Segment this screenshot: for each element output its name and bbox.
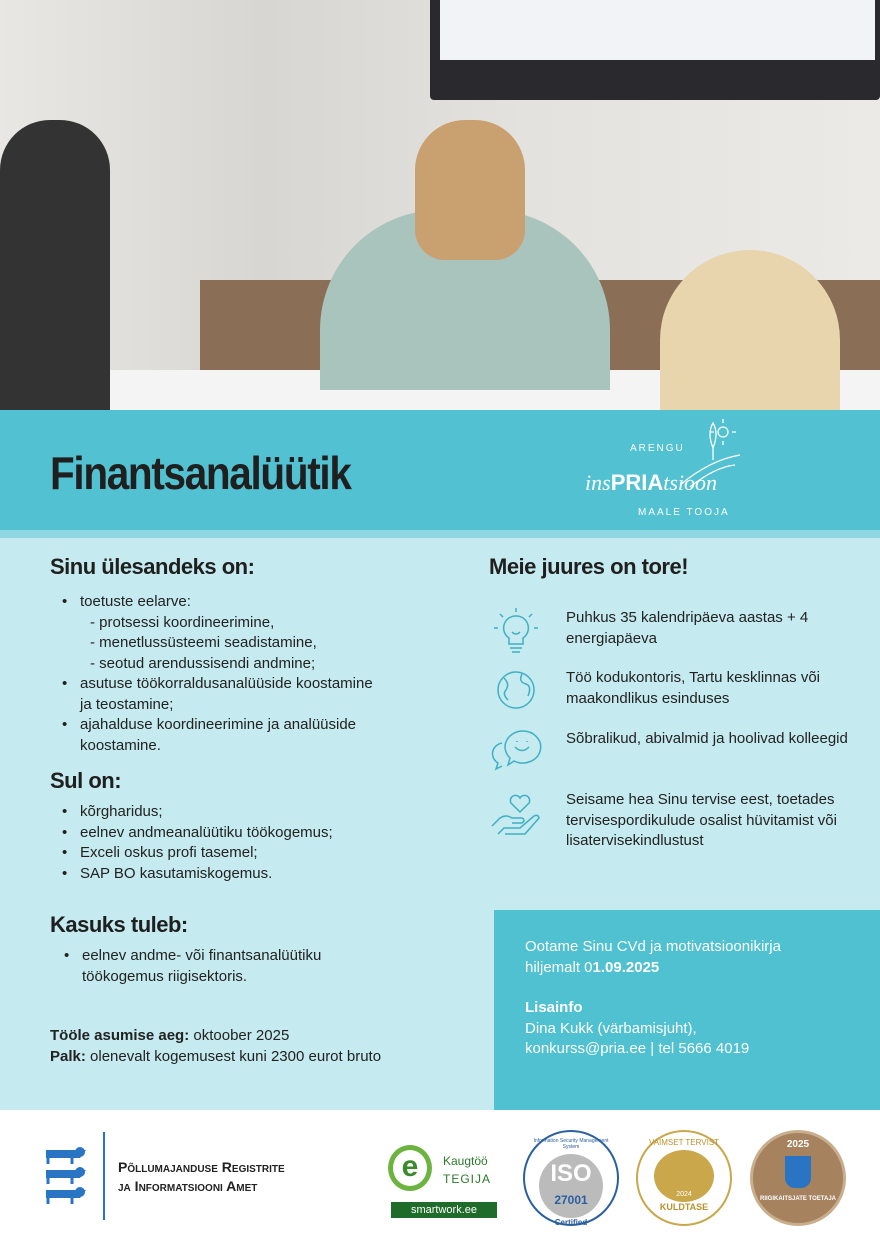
person-right [660, 250, 840, 410]
shield-icon [785, 1156, 811, 1188]
hero-photo [0, 0, 880, 410]
salary-label: Palk: [50, 1047, 86, 1065]
plus-list [52, 946, 321, 987]
list-item: - menetlussüsteemi seadistamine, [90, 634, 317, 651]
have-list [50, 802, 333, 884]
heart-hand-icon [488, 790, 544, 840]
iso-number: 27001 [554, 1193, 588, 1207]
contact-box [494, 910, 880, 1110]
perk-text: Seisame hea Sinu tervise eest, toetades tervisespordikulude osalist hüvitamist või lisatervisekindlustust [566, 791, 837, 849]
perk-text: Töö kodukontoris, Tartu kesklinnas või maakondlikus esinduses [566, 669, 821, 707]
org-name [118, 1158, 285, 1196]
start-value: oktoober 2025 [193, 1027, 290, 1044]
job-title: Finantsanalüütik [50, 447, 351, 499]
person-head [415, 120, 525, 260]
kaugtoo-badge: e Kaugtöö TEGIJA smartwork.ee [383, 1140, 498, 1220]
list-item: • kõrgharidus; [50, 802, 333, 823]
lightbulb-icon [488, 608, 544, 658]
list-item: • eelnev andme- või finantsanalüütiku [52, 946, 321, 967]
svg-text:MAALE TOOJA: MAALE TOOJA [638, 507, 730, 518]
kuldtase-label: KULDTASE [659, 1202, 709, 1212]
svg-text:insPRIAtsioon: insPRIAtsioon [585, 470, 718, 495]
perks-heading: Meie juures on tore! [489, 554, 689, 579]
perk-item [488, 668, 868, 728]
tasks-heading: Sinu ülesandeks on: [50, 554, 255, 579]
list-item: • SAP BO kasutamiskogemus. [50, 864, 333, 885]
deadline-prefix: hiljemalt 0 [525, 958, 593, 976]
have-heading: Sul on: [50, 768, 122, 793]
perk-text: Sõbralikud, abivalmid ja hoolivad kolleegid [566, 730, 848, 747]
screen-display [440, 0, 875, 60]
footer [0, 1110, 880, 1244]
contact-person: Dina Kukk (värbamisjuht), [525, 1019, 697, 1037]
band-strip [0, 530, 880, 538]
iso-core [539, 1154, 603, 1218]
list-item: • ajahalduse koordineerimine ja analüüside [50, 715, 373, 736]
contact-line1: Ootame Sinu CVd ja motivatsioonikirja [525, 938, 781, 955]
tegija-label: TEGIJA [443, 1172, 492, 1186]
perk-item [488, 729, 868, 789]
list-item: ja teostamine; [80, 695, 174, 713]
globe-icon [488, 668, 544, 718]
perk-text: Puhkus 35 kalendripäeva aastas + 4 energiapäeva [566, 609, 809, 647]
start-and-salary [50, 1026, 381, 1067]
inspriatsioon-logo [580, 415, 775, 525]
perk-item [488, 608, 868, 668]
riigikaitsjate-badge [750, 1130, 846, 1226]
plus-heading: Kasuks tuleb: [50, 912, 188, 937]
list-item: • Exceli oskus profi tasemel; [50, 843, 333, 864]
iso-top: Information Security Management System [533, 1138, 609, 1150]
person-left [0, 120, 110, 410]
salary-value: olenevalt kogemusest kuni 2300 eurot bruto [90, 1047, 382, 1065]
estonian-coat-of-arms-icon [44, 1146, 90, 1208]
contact-email-phone[interactable]: konkurss@pria.ee | tel 5666 4019 [525, 1040, 750, 1057]
list-item: - seotud arendussisendi andmine; [90, 654, 316, 672]
divider [103, 1132, 105, 1220]
rk-year: 2025 [786, 1139, 810, 1150]
org-line1: Põllumajanduse Registrite [118, 1159, 285, 1175]
deadline: 1.09.2025 [592, 958, 660, 976]
vaimset-tervist-badge [636, 1130, 732, 1226]
list-item: - protsessi koordineerimine, [90, 613, 275, 631]
kuld-year: 2024 [654, 1150, 714, 1202]
vaimset-label: VAIMSET TERVIST [648, 1138, 720, 1147]
iso-bottom: Certified [554, 1218, 588, 1227]
smartwork-label: smartwork.ee [391, 1202, 497, 1218]
info-heading: Lisainfo [525, 999, 583, 1016]
list-item: • eelnev andmeanalüütiku töökogemus; [50, 823, 333, 844]
list-item: koostamine. [80, 736, 161, 754]
iso-label: ISO [550, 1160, 592, 1187]
list-item: • asutuse töökorraldusanalüüside koostamine [50, 674, 373, 695]
perk-item [488, 790, 868, 850]
kaugtoo-label: Kaugtöö [443, 1154, 488, 1168]
iso-badge [523, 1130, 619, 1226]
org-line2: ja Informatsiooni Amet [118, 1178, 258, 1194]
rk-label: RIIGIKAITSJATE TOETAJA [759, 1196, 836, 1202]
start-label: Tööle asumise aeg: [50, 1027, 190, 1044]
list-item: • toetuste eelarve: [50, 592, 373, 613]
svg-text:ARENGU: ARENGU [630, 443, 685, 454]
tasks-list [50, 592, 373, 756]
chat-smile-icon [488, 729, 548, 779]
list-item: töökogemus riigisektoris. [82, 967, 248, 985]
